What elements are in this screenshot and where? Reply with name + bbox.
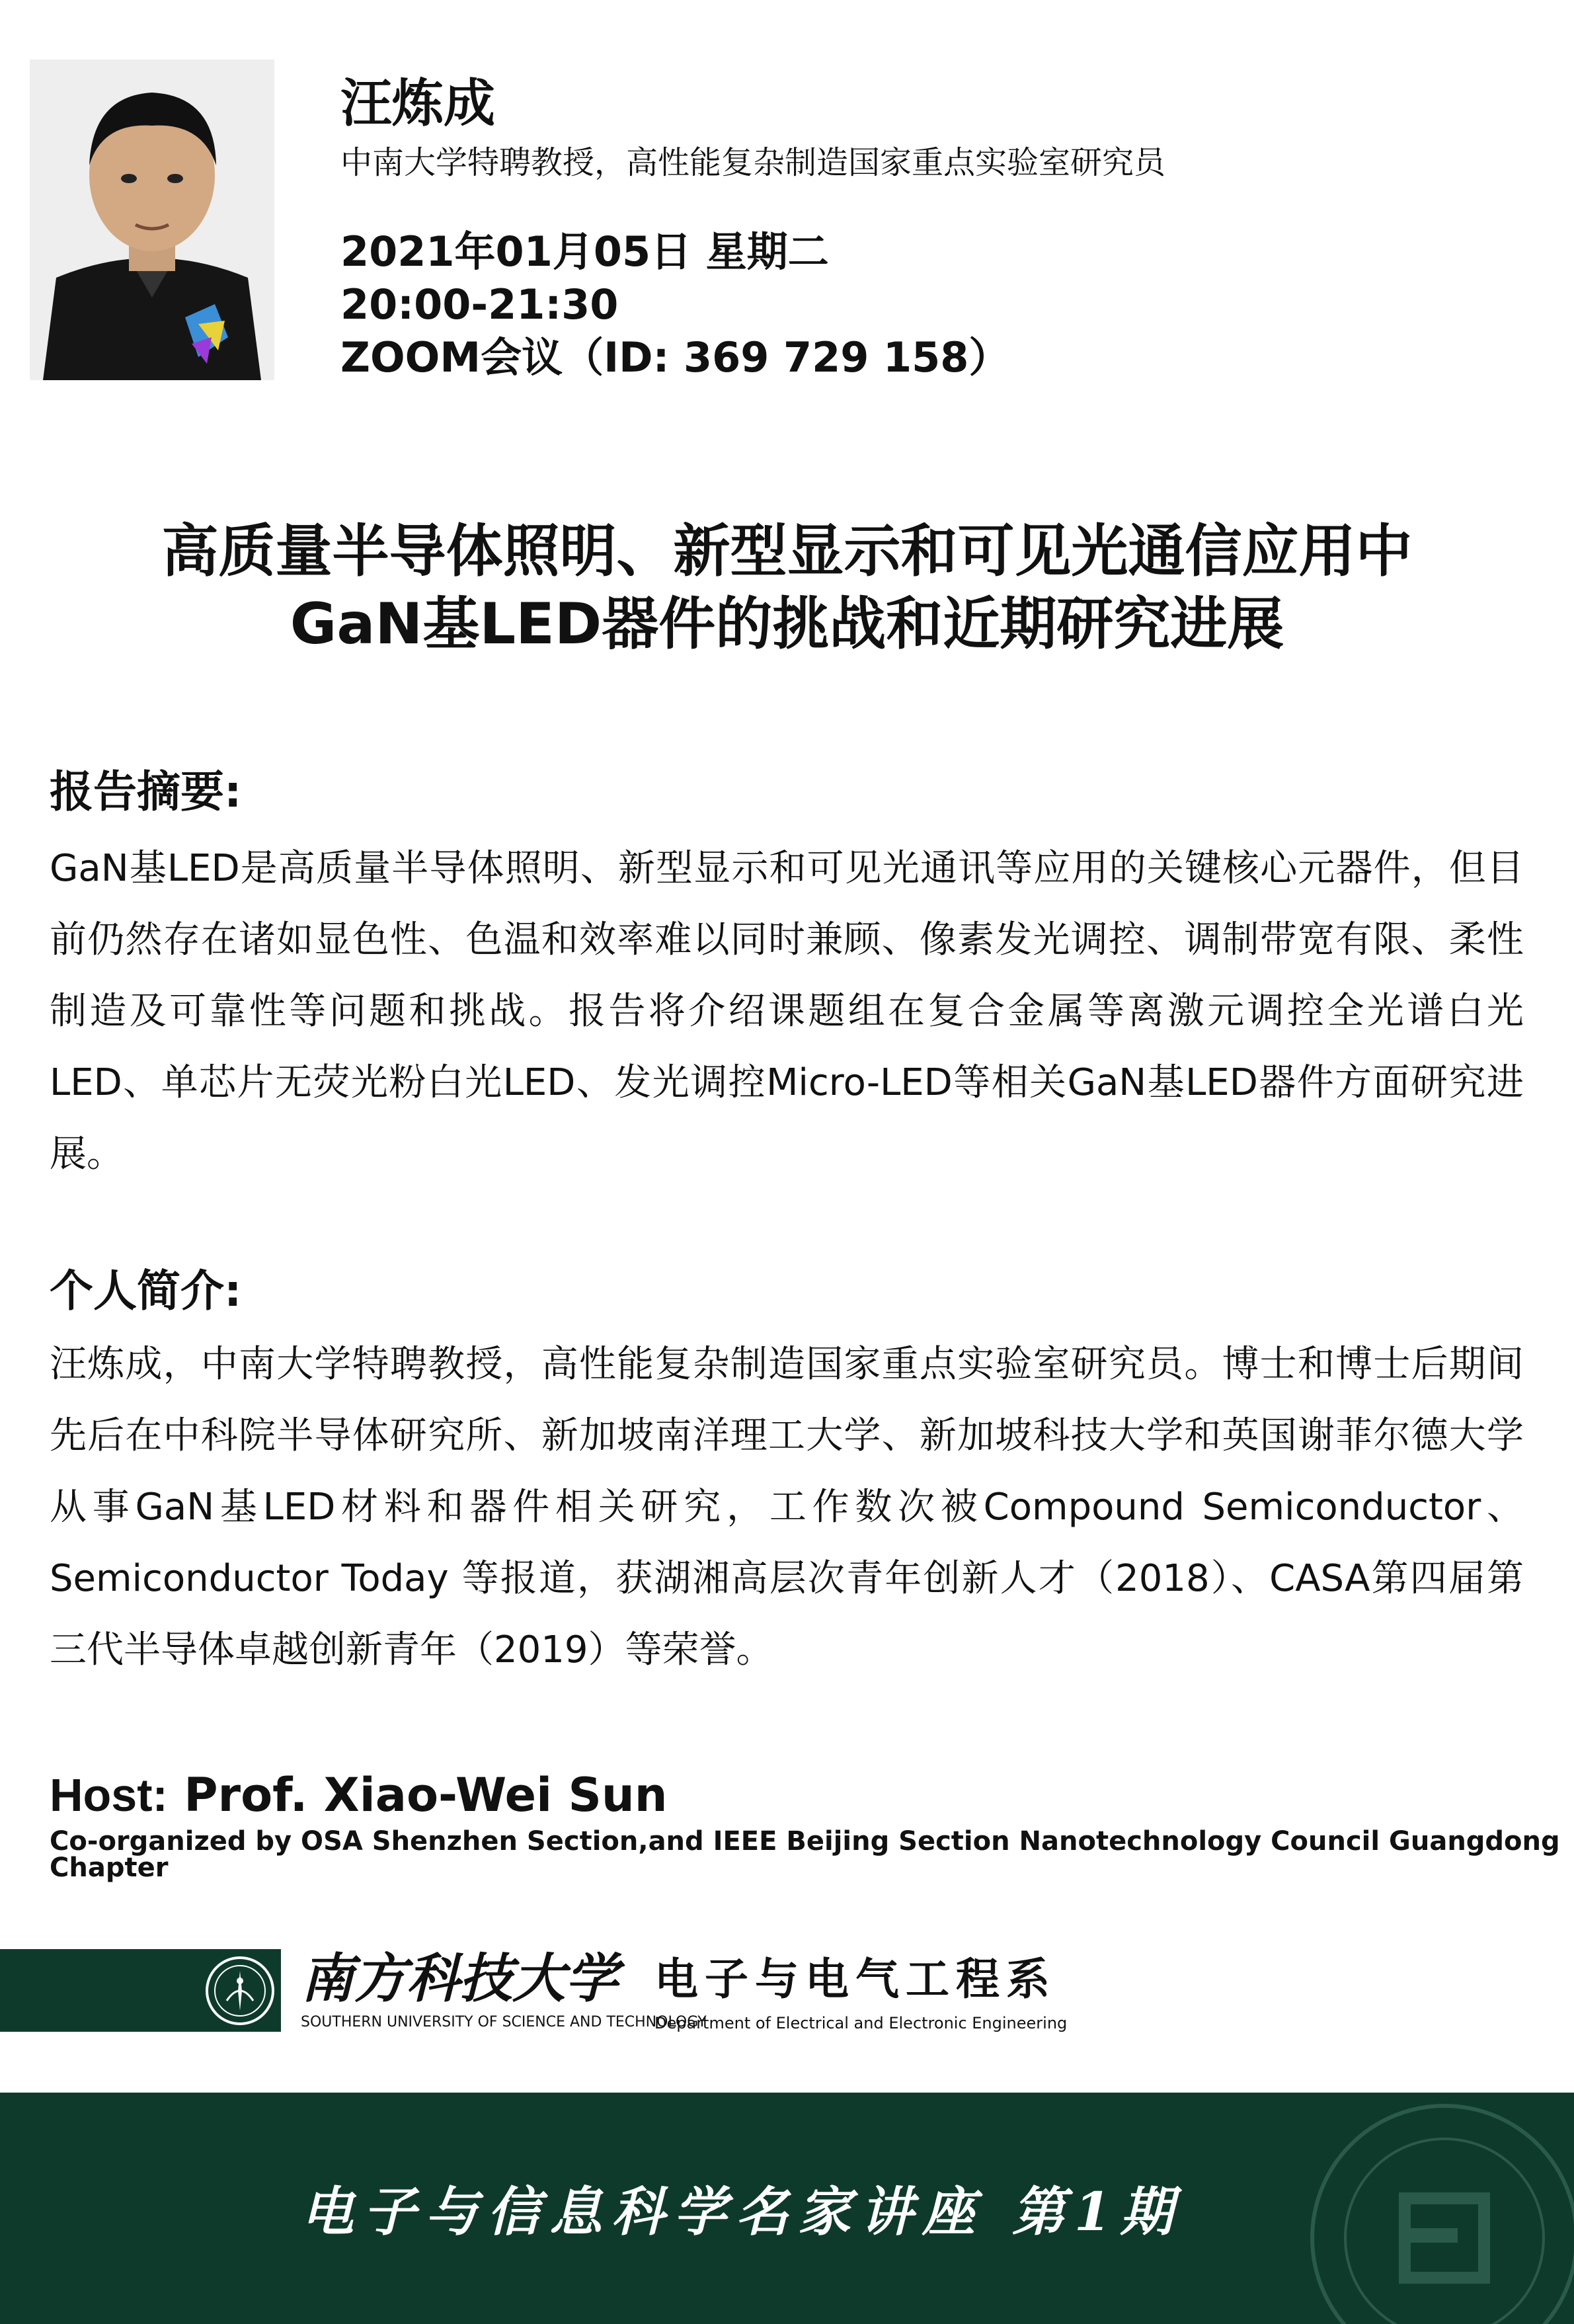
department-name-en: Department of Electrical and Electronic Engineering [654,2014,1068,2032]
speaker-title: 中南大学特聘教授，高性能复杂制造国家重点实验室研究员 [340,144,1166,181]
university-emblem [198,1949,281,2032]
talk-title-line1: 高质量半导体照明、新型显示和可见光通信应用中 [161,518,1413,584]
university-name-cn: 南方科技大学 [301,1947,618,2009]
host-label: Host: [50,1769,168,1821]
abstract-heading: 报告摘要: [50,766,242,817]
bio-heading: 个人简介: [50,1265,242,1316]
host-line [50,1768,668,1822]
speaker-name: 汪炼成 [340,74,496,134]
footer-band [0,2093,1574,2324]
speaker-portrait-icon [30,60,274,380]
talk-time: 20:00-21:30 [340,280,619,329]
talk-venue: ZOOM会议（ID: 369 729 158） [340,333,1010,381]
lecture-series-name: 电子与信息科学名家讲座 第1期 [301,2181,1183,2243]
speaker-photo [30,60,274,380]
logo-band [0,1949,202,2032]
talk-date: 2021年01月05日 星期二 [340,227,829,276]
university-name-en: SOUTHERN UNIVERSITY OF SCIENCE AND TECHNOLOGY [301,2014,707,2030]
bio-text: 汪炼成，中南大学特聘教授，高性能复杂制造国家重点实验室研究员。博士和博士后期间先后在中科院半导体研究所、新加坡南洋理工大学、新加坡科技大学和英国谢菲尔德大学从事GaN基LED材料和器件相关研究，工作数次被Compound Semiconductor、Semiconductor Today 等报道，获湖湘高层次青年创新人才（2018）、CASA第四届第三代半导体卓越创新青年（2019）等荣誉。 [50,1343,1524,1671]
host-name: Prof. Xiao-Wei Sun [184,1768,668,1822]
talk-title-line2: GaN基LED器件的挑战和近期研究进展 [290,591,1284,657]
university-emblem-icon [204,1954,276,2027]
department-name-cn: 电子与电气工程系 [654,1953,1056,2005]
coorganizers: Co-organized by OSA Shenzhen Section,and IEEE Beijing Section Nanotechnology Council Guangdong Chapter [50,1826,1560,1883]
department-seal-icon [1306,2099,1574,2324]
abstract-text: GaN基LED是高质量半导体照明、新型显示和可见光通讯等应用的关键核心元器件，但目前仍然存在诸如显色性、色温和效率难以同时兼顾、像素发光调控、调制带宽有限、柔性制造及可靠性等问题和挑战。报告将介绍课题组在复合金属等离激元调控全光谱白光LED、单芯片无荧光粉白光LED、发光调控Micro-LED等相关GaN基LED器件方面研究进展。 [50,847,1524,1176]
